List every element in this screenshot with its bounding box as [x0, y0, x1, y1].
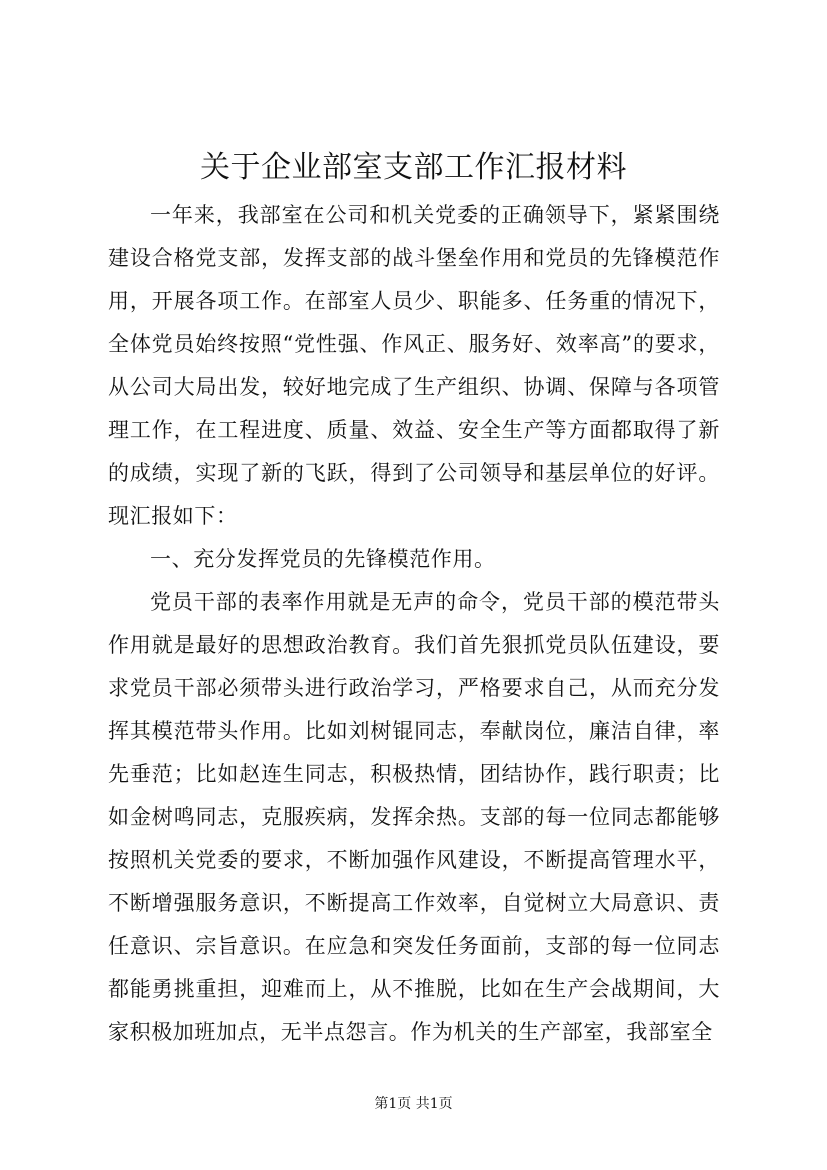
- page-footer: [0, 1094, 827, 1114]
- paragraph-intro: 一年来，我部室在公司和机关党委的正确领导下，紧紧围绕建设合格党支部，发挥支部的战斗堡垒作用和党员的先锋模范作用，开展各项工作。在部室人员少、职能多、任务重的情况下，全体党员始终按照“党性强、作风正、服务好、效率高”的要求，从公司大局出发，较好地完成了生产组织、协调、保障与各项管理工作，在工程进度、质量、效益、安全生产等方面都取得了新的成绩，实现了新的飞跃，得到了公司领导和基层单位的好评。现汇报如下：: [108, 203, 720, 528]
- section-heading-1: 一、充分发挥党员的先锋模范作用。: [150, 547, 496, 571]
- page-number-label: 第1页 共1页: [374, 1096, 453, 1112]
- paragraph-section-1: 党员干部的表率作用就是无声的命令，党员干部的模范带头作用就是最好的思想政治教育。我们首先狠抓党员队伍建设，要求党员干部必须带头进行政治学习，严格要求自己，从而充分发挥其模范带头作用。比如刘树锟同志，奉献岗位，廉洁自律，率先垂范；比如赵连生同志，积极热情，团结协作，践行职责；比如金树鸣同志，克服疾病，发挥余热。支部的每一位同志都能够按照机关党委的要求，不断加强作风建设，不断提高管理水平，不断增强服务意识，不断提高工作效率，自觉树立大局意识、责任意识、宗旨意识。在应急和突发任务面前，支部的每一位同志都能勇挑重担，迎难而上，从不推脱，比如在生产会战期间，大家积极加班加点，无半点怨言。作为机关的生产部室，我部室全: [108, 590, 720, 1044]
- document-title: 关于企业部室支部工作汇报材料: [200, 150, 627, 185]
- document-body: [108, 194, 720, 1054]
